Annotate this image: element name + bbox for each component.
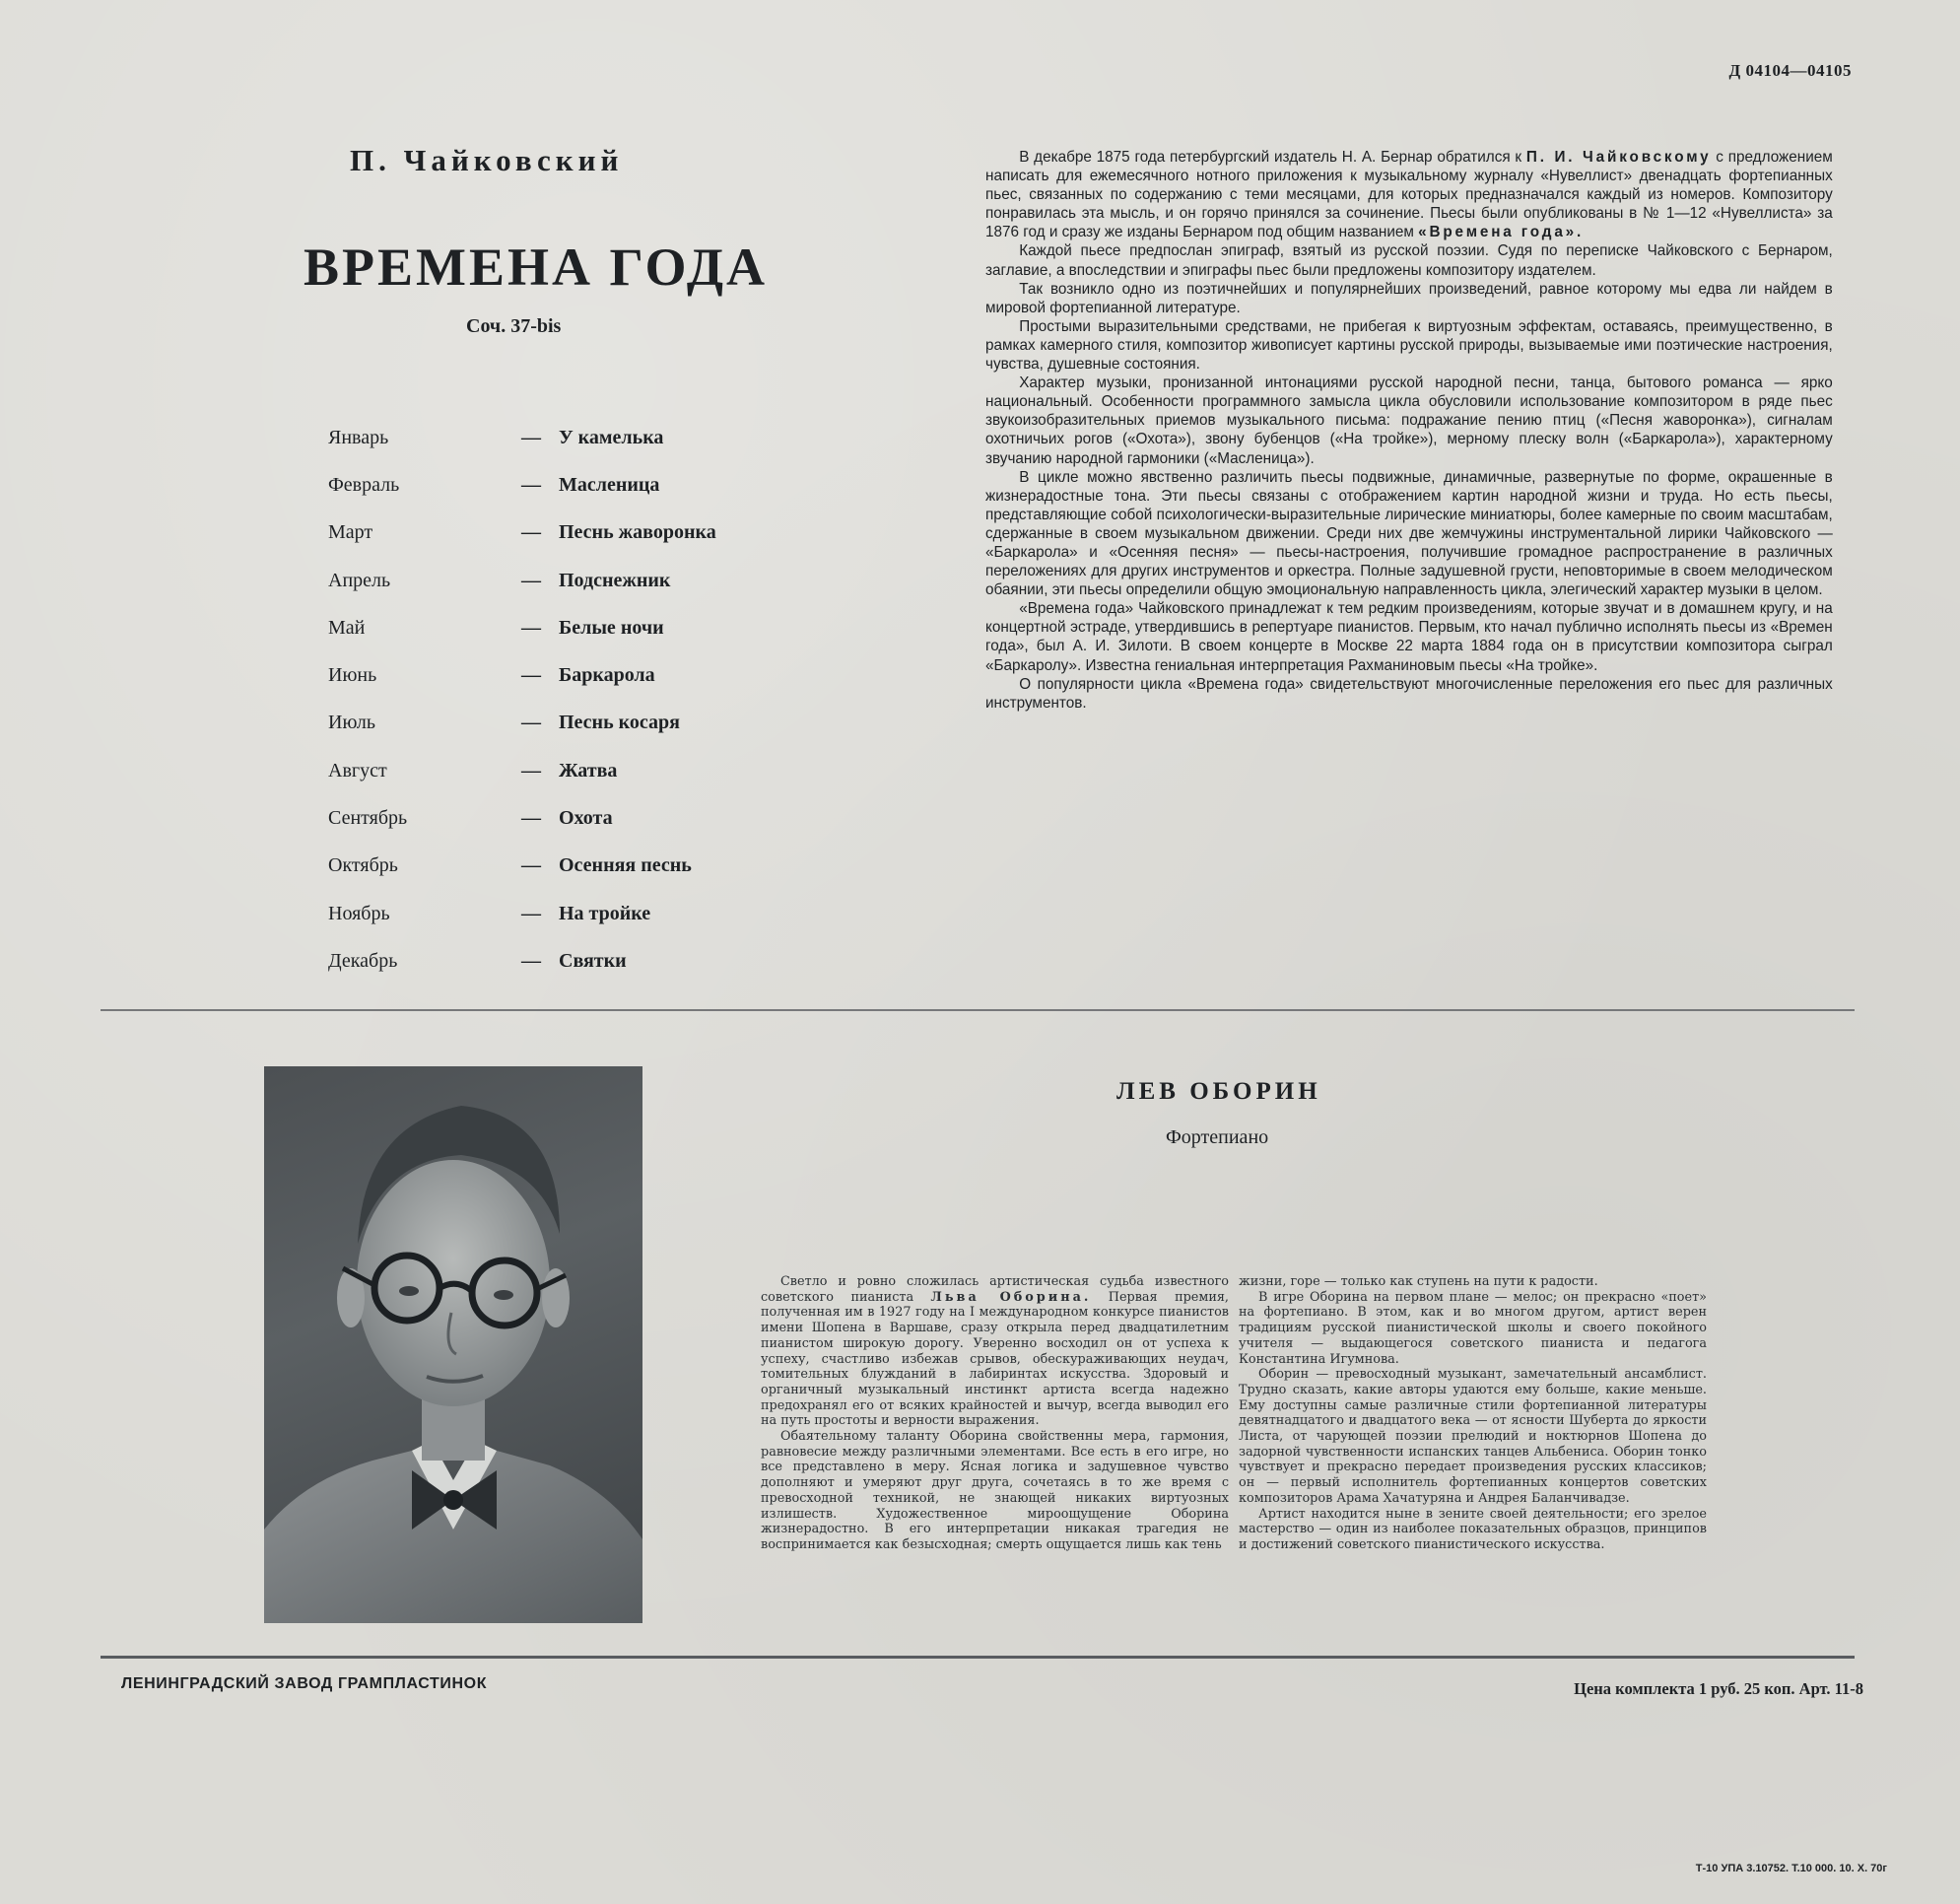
composer-name: П. Чайковский [350, 143, 624, 177]
artist-portrait [264, 1066, 642, 1623]
text-run: Светло и ровно сложилась артистическая судьба известного советского пианиста [761, 1274, 1229, 1305]
track-month: Май [328, 616, 366, 639]
text-run: с предложением написать для ежемесячного нотного приложения к музыкальному журналу «Нувеллист» двенадцать фортепианных пьес, связанных по содержанию с теми месяцами, для которых предназначался каждый из номеров. Композитору понравилась эта мысль, и он горячо принялся за сочинение. Пьесы были опубликованы в № 1—12 «Нувеллиста» за 1876 год и сразу же изданы Бернаром под общим названием [985, 148, 1833, 241]
track-month: Ноябрь [328, 902, 390, 924]
track-dash: — [521, 569, 541, 591]
track-month: Сентябрь [328, 807, 408, 830]
portrait-illustration [264, 1066, 642, 1623]
track-piece: Святки [559, 949, 627, 972]
track-month: Август [328, 759, 387, 782]
text-run-emphasis: П. И. Чайковскому [1525, 148, 1712, 166]
track-dash: — [521, 854, 541, 877]
liner-paragraph: Простыми выразительными средствами, не прибегая к виртуозным эффектам, оставаясь, преимущественно, в рамках камерного стиля, композитор живописует картины русской природы, вызываемые ими поэтические настроения, чувства, душевные состояния. [985, 316, 1833, 374]
text-run: Первая премия, полученная им в 1927 году на I международном конкурсе пианистов имени Шопена в Варшаве, сразу открыла перед двадцатилетним пианистом широкую дорогу. Уверенно восходил он от успеха к успеху, счастливо избежав срывов, обескураживающих неудач, томительных блужданий в лабиринтах искусства. Здоровый и органичный музыкальный инстинкт артиста всегда надежно предохранял его от всяких крайностей и вычур, всегда выводил его на путь простоты и верности выражения. [761, 1289, 1229, 1429]
track-month: Февраль [328, 473, 400, 496]
bio-paragraph: В игре Оборина на первом плане — мелос; он прекрасно «поет» на фортепиано. В этом, как и во многом другом, артист верен традициям русской пианистической школы и своего покойного учителя — выдающегося советского пианиста и педагога Константина Игумнова. [1239, 1289, 1707, 1367]
track-row [328, 747, 716, 794]
liner-paragraph: Так возникло одно из поэтичнейших и популярнейших произведений, равное которому мы едва ли найдем в мировой фортепианной литературе. [985, 279, 1833, 316]
track-piece: Подснежник [559, 569, 671, 591]
track-dash: — [521, 902, 541, 924]
track-dash: — [521, 712, 541, 734]
track-month: Апрель [328, 569, 391, 591]
text-run-emphasis: «Времена года». [1418, 223, 1585, 241]
track-piece: Масленица [559, 473, 660, 496]
track-piece: Песнь косаря [559, 712, 680, 734]
track-piece: Баркарола [559, 664, 655, 687]
work-title: ВРЕМЕНА ГОДА [304, 238, 768, 297]
track-piece: У камелька [559, 426, 664, 448]
track-row [328, 510, 716, 557]
track-row [328, 414, 716, 461]
artist-name: ЛЕВ ОБОРИН [1116, 1078, 1321, 1105]
divider-rule [101, 1009, 1855, 1011]
liner-paragraph: Характер музыки, пронизанной интонациями русской народной песни, танца, бытового романса — ярко национальный. Особенности программного замысла цикла обусловили использование композитором в ряде пьес звукоизобразительных приемов музыкального письма: подражание пению птиц («Песня жаворонка»), сигналам охотничьих рогов («Охота»), звону бубенцов («На тройке»), мерному плеску волн («Баркарола»), характерному звучанию народной гармоники («Масленица»). [985, 374, 1833, 467]
track-dash: — [521, 473, 541, 496]
bio-paragraph: Оборин — превосходный музыкант, замечательный ансамблист. Трудно сказать, какие авторы удаются ему больше, какие меньше. Ему доступны самые различные стили фортепианной литературы девятнадцатого и двадцатого века — от ясности Шуберта до яркости Листа, от чарующей поэзии прелюдий и ноктюрнов Шопена до задорной чувственности испанских танцев Альбениса. Оборин тонко чувствует и прекрасно передает произведения русских классиков; он — первый исполнитель фортепианных концертов советских композиторов Арама Хачатуряна и Андрея Баланчивадзе. [1239, 1367, 1707, 1506]
track-dash: — [521, 807, 541, 830]
tracklist [328, 414, 716, 986]
opus-number: Соч. 37-bis [466, 315, 562, 337]
track-month: Июнь [328, 664, 377, 687]
liner-paragraph: В цикле можно явственно различить пьесы подвижные, динамичные, развернутые по форме, окрашенные в жизнерадостные тона. Эти пьесы связаны с отображением картин народной жизни и труда. Но есть пьесы, представляющие собой психологически-выразительные лирические миниатюры, более камерные по своим масштабам, сдержанные в своем музыкальном движении. Среди них две жемчужины инструментальной лирики Чайковского — «Баркарола» и «Осенняя песня» — пьесы-настроения, получившие громадное распространение в различных переложениях для других инструментов и оркестра. Полные задушевной грусти, неповторимые в своем мелодическом обаянии, эти пьесы определили общую эмоциональную направленность цикла, элегический характер музыки в целом. [985, 467, 1833, 599]
liner-notes [985, 148, 1833, 713]
text-run: В декабре 1875 года петербургский издатель Н. А. Бернар обратился к [1019, 148, 1526, 166]
track-row [328, 794, 716, 842]
liner-paragraph: О популярности цикла «Времена года» свидетельствуют многочисленные переложения его пьес для различных инструментов. [985, 674, 1833, 712]
bio-column-right [1239, 1274, 1707, 1553]
track-piece: Осенняя песнь [559, 854, 692, 877]
liner-paragraph: Каждой пьесе предпослан эпиграф, взятый из русской поэзии. Судя по переписке Чайковского с Бернаром, заглавие, а впоследствии и эпиграфы пьес были предложены композитору издателем. [985, 241, 1833, 279]
text-run-emphasis: Льва Оборина. [930, 1289, 1092, 1305]
track-dash: — [521, 426, 541, 448]
liner-paragraph [985, 148, 1833, 241]
bio-paragraph: Артист находится ныне в зените своей деятельности; его зрелое мастерство — один из наиболее показательных образцов, принципов и достижений советского пианистического искусства. [1239, 1506, 1707, 1552]
bio-column-left [761, 1274, 1229, 1553]
price-info: Цена комплекта 1 руб. 25 коп. Арт. 11-8 [1574, 1679, 1863, 1698]
track-row [328, 843, 716, 890]
track-row [328, 651, 716, 699]
track-row [328, 461, 716, 509]
track-row [328, 557, 716, 604]
record-label: ЛЕНИНГРАДСКИЙ ЗАВОД ГРАМПЛАСТИНОК [121, 1675, 488, 1692]
catalog-number: Д 04104—04105 [1728, 61, 1852, 80]
bio-paragraph: Обаятельному таланту Оборина свойственны мера, гармония, равновесие между различными элементами. Все есть в его игре, но все представлено в меру. Ясная логика и задушевное чувство дополняют и умеряют друг друга, сочетаясь в то же время с превосходной техникой, не знающей никаких виртуозных излишеств. Художественное мироощущение Оборина жизнерадостно. В его интерпретации никакая трагедия не воспринимается как безысходная; смерть ощущается лишь как тень [761, 1429, 1229, 1552]
track-dash: — [521, 664, 541, 687]
track-piece: Песнь жаворонка [559, 521, 716, 544]
track-row [328, 700, 716, 747]
track-month: Октябрь [328, 854, 398, 877]
artist-instrument: Фортепиано [1166, 1126, 1269, 1148]
track-month: Июль [328, 712, 375, 734]
track-row [328, 937, 716, 985]
track-dash: — [521, 949, 541, 972]
track-piece: На тройке [559, 902, 651, 924]
track-month: Март [328, 521, 373, 544]
track-row [328, 604, 716, 651]
track-month: Январь [328, 426, 389, 448]
track-piece: Жатва [559, 759, 618, 782]
track-dash: — [521, 759, 541, 782]
track-piece: Охота [559, 807, 613, 830]
bio-paragraph: жизни, горе — только как ступень на пути к радости. [1239, 1274, 1598, 1289]
track-piece: Белые ночи [559, 616, 664, 639]
footer-rule [101, 1656, 1855, 1659]
track-month: Декабрь [328, 949, 398, 972]
track-row [328, 890, 716, 937]
print-info: Т-10 УПА 3.10752. Т.10 000. 10. X. 70г [1695, 1863, 1887, 1874]
liner-paragraph: «Времена года» Чайковского принадлежат к тем редким произведениям, которые звучат и в домашнем кругу, и на концертной эстраде, утвердившись в репертуаре пианистов. Первым, кто начал публично исполнять пьесы из «Времен года», был А. И. Зилоти. В своем концерте в Москве 22 марта 1884 года он в присутствии композитора сыграл «Баркаролу». Известна гениальная интерпретация Рахманиновым пьесы «На тройке». [985, 599, 1833, 674]
track-dash: — [521, 616, 541, 639]
bio-paragraph [761, 1274, 1229, 1429]
track-dash: — [521, 521, 541, 544]
